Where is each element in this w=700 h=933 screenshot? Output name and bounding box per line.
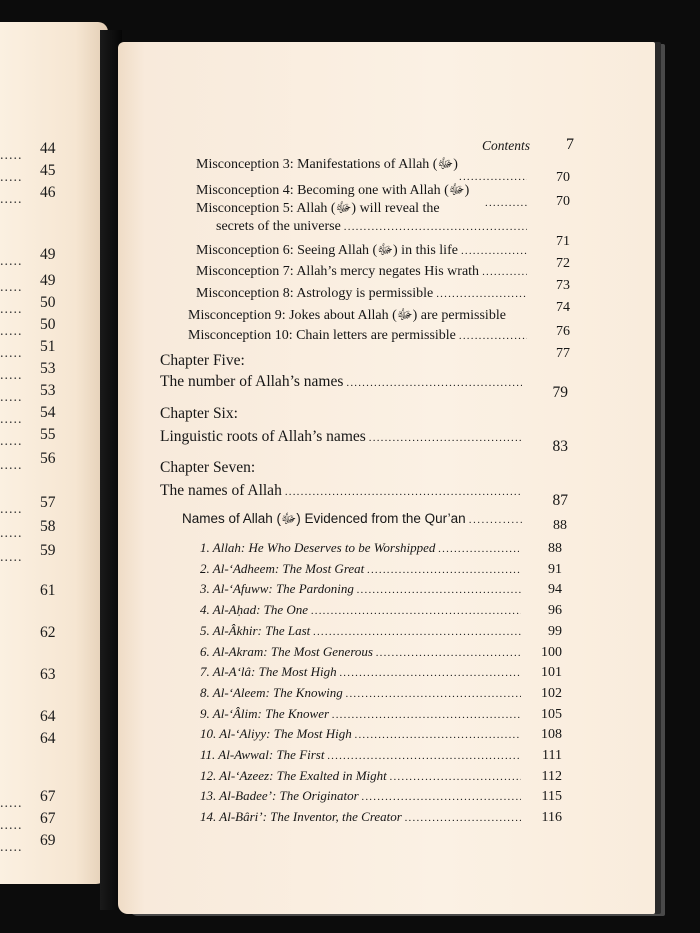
chapter-heading: Chapter Seven: [160,459,256,476]
dot-leader [436,286,527,302]
name-entry[interactable] [200,726,524,742]
name-entry[interactable] [200,581,524,597]
dot-leader [285,482,522,500]
toc-page-number: 99 [548,624,562,639]
name-entry[interactable] [200,706,524,722]
dot-leader: ..... [0,302,23,317]
chapter-title: The names of Allah [160,482,282,499]
left-page-number: 57 [40,494,56,511]
dot-leader [482,195,530,211]
toc-page-number: 71 [556,234,570,249]
name-entry-label: 8. Al-‘Aleem: The Knowing [200,685,343,700]
name-entry[interactable] [200,664,524,680]
section-title: Names of Allah (ﷻ) Evidenced from the Qur’an [182,511,466,526]
dot-leader [340,664,521,680]
name-entry-label: 13. Al-Badee’: The Originator [200,788,359,803]
name-entry-label: 10. Al-‘Aliyy: The Most High [200,726,352,741]
dot-leader [390,768,521,784]
dot-leader [376,644,521,660]
dot-leader [367,561,521,577]
running-header-page-number: 7 [566,136,574,153]
toc-page-number: 74 [556,300,570,315]
toc-entry[interactable] [160,482,525,500]
name-entry[interactable] [200,809,524,825]
toc-entry-label: Misconception 9: Jokes about Allah (ﷻ) are permissible [188,308,506,323]
toc-page-number: 105 [541,707,562,722]
left-page-number: 51 [40,338,56,355]
name-entry-label: 6. Al-Akram: The Most Generous [200,644,373,659]
toc-page-number: 76 [556,324,570,339]
dot-leader: ..... [0,818,23,833]
left-page-number: 67 [40,788,56,805]
dot-leader: ..... [0,324,23,339]
running-header-title: Contents [482,138,531,153]
toc-entry-label: Misconception 8: Astrology is permissible [196,286,434,301]
toc-page-number: 112 [541,769,562,784]
dot-leader [313,623,521,639]
dot-leader [357,581,521,597]
left-page-number: 49 [40,246,56,263]
name-entry[interactable] [200,602,524,618]
left-page-number: 54 [40,404,56,421]
dot-leader [469,511,523,526]
toc-page-number: 94 [548,582,562,597]
left-page-number: 46 [40,184,56,201]
toc-page-number: 96 [548,603,562,618]
toc-page-number: 116 [541,810,562,825]
left-page [0,22,108,884]
toc-page-number: 111 [542,748,562,763]
name-entry-label: 9. Al-‘Âlim: The Knower [200,706,330,721]
name-entry[interactable] [200,623,524,639]
dot-leader [332,706,521,722]
toc-section-entry[interactable] [182,510,526,530]
name-entry-label: 5. Al-Âkhir: The Last [200,623,311,638]
left-page-number: 49 [40,272,56,289]
dot-leader: ..... [0,170,23,185]
left-page-number: 45 [40,162,56,179]
toc-entry[interactable] [160,373,525,391]
name-entry[interactable] [200,561,524,577]
dot-leader: ..... [0,390,23,405]
left-page-number: 56 [40,450,56,467]
left-page-number: 64 [40,730,56,747]
toc-page-number: 88 [548,541,562,556]
dot-leader: ..... [0,412,23,427]
dot-leader: ..... [0,254,23,269]
left-page-number: 55 [40,426,56,443]
toc-page-number: 102 [541,686,562,701]
name-entry[interactable] [200,768,524,784]
dot-leader: ..... [0,434,23,449]
toc-entry-label: Misconception 7: Allah’s mercy negates His wrath [196,264,480,279]
toc-page-number: 108 [541,727,562,742]
chapter-heading: Chapter Six: [160,405,238,422]
name-entry-label: 2. Al-‘Adheem: The Most Great [200,561,365,576]
left-page-number: 44 [40,140,56,157]
toc-entry [188,306,536,326]
toc-page-number: 79 [552,384,568,401]
left-page-number: 50 [40,294,56,311]
toc-page-number: 70 [556,194,570,209]
left-page-number: 61 [40,582,56,599]
name-entry-label: 4. Al-Aḥad: The One [200,602,309,617]
dot-leader: ..... [0,346,23,361]
name-entry-label: 14. Al-Bâri’: The Inventor, the Creator [200,809,402,824]
toc-page-number: 72 [556,256,570,271]
chapter-title: Linguistic roots of Allah’s names [160,428,366,445]
toc-page-number: 77 [556,346,570,361]
dot-leader: ..... [0,502,23,517]
toc-entry[interactable] [160,428,525,446]
dot-leader [369,428,522,446]
left-page-number: 62 [40,624,56,641]
toc-entry-label: Misconception 4: Becoming one with Allah (ﷻ) [196,183,470,198]
dot-leader [344,219,527,235]
left-page-number: 58 [40,518,56,535]
toc-entry [196,241,530,261]
toc-entry [196,264,530,280]
name-entry-label: 7. Al-A‘lâ: The Most High [200,664,337,679]
dot-leader: ..... [0,148,23,163]
dot-leader [438,540,519,556]
toc-entry [196,181,530,201]
toc-page-number: 70 [556,170,570,185]
name-entry[interactable] [200,788,524,804]
name-entry[interactable] [200,685,524,701]
toc-page-number: 88 [553,518,567,533]
toc-page-number: 100 [541,645,562,660]
left-page-number: 67 [40,810,56,827]
dot-leader [346,373,522,391]
toc-page-number: 101 [541,665,562,680]
dot-leader [459,328,527,344]
left-page-number: 53 [40,382,56,399]
left-page-number: 69 [40,832,56,849]
left-page-number: 63 [40,666,56,683]
toc-page-number: 87 [552,492,568,509]
dot-leader: ..... [0,458,23,473]
dot-leader [482,264,527,280]
dot-leader: ..... [0,526,23,541]
dot-leader: ..... [0,550,23,565]
dot-leader [355,726,521,742]
toc-page-number: 73 [556,278,570,293]
dot-leader: ..... [0,796,23,811]
name-entry-label: 12. Al-‘Azeez: The Exalted in Might [200,768,387,783]
toc-page-number: 83 [552,438,568,455]
name-entry[interactable] [200,644,524,660]
toc-entry-label: Misconception 10: Chain letters are permissible [188,328,456,343]
toc-page-number: 91 [548,562,562,577]
name-entry[interactable] [200,540,522,556]
toc-entry [196,286,530,302]
toc-entry [188,328,530,344]
dot-leader [362,788,521,804]
dot-leader: ..... [0,280,23,295]
name-entry[interactable] [200,747,524,763]
left-page-number: 53 [40,360,56,377]
dot-leader [405,809,521,825]
dot-leader: ..... [0,192,23,207]
toc-entry-label: Misconception 5: Allah (ﷻ) will reveal the [196,201,440,216]
dot-leader [461,243,527,259]
toc-entry-label: Misconception 3: Manifestations of Allah (ﷻ) [196,157,458,172]
dot-leader [346,685,521,701]
toc-entry [216,219,530,235]
chapter-heading: Chapter Five: [160,352,245,369]
name-entry-label: 11. Al-Awwal: The First [200,747,325,762]
dot-leader: ..... [0,368,23,383]
dot-leader [311,602,521,618]
toc-page-number: 115 [541,789,562,804]
dot-leader [327,747,521,763]
dot-leader: ..... [0,840,23,855]
toc-entry-label-continued: secrets of the universe [216,219,341,234]
left-page-number: 64 [40,708,56,725]
toc-entry-label: Misconception 6: Seeing Allah (ﷻ) in this life [196,243,458,258]
name-entry-label: 3. Al-‘Afuww: The Pardoning [200,581,354,596]
chapter-title: The number of Allah’s names [160,373,344,390]
name-entry-label: 1. Allah: He Who Deserves to be Worshipped [200,540,436,555]
left-page-number: 50 [40,316,56,333]
left-page-number: 59 [40,542,56,559]
